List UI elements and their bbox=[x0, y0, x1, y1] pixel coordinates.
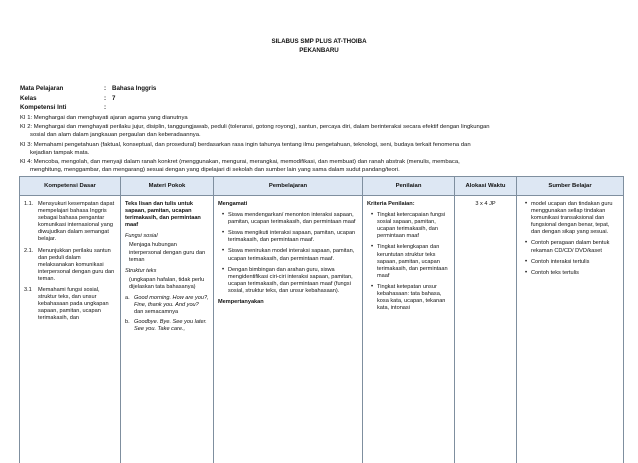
penilaian-bullet: • Tingkat kelengkapan dan keruntutan struktur teks sapaan, pamitan, ucapan terimakasih, dan permintaan maaf bbox=[367, 244, 450, 279]
ki-1 bbox=[20, 114, 625, 122]
header-penilaian: Penilaian bbox=[363, 177, 455, 196]
kd-item bbox=[24, 248, 116, 283]
ki-2 bbox=[20, 123, 625, 139]
bullet-icon: • bbox=[367, 244, 377, 279]
bullet-icon: • bbox=[521, 259, 531, 266]
document-title: SILABUS SMP PLUS AT-THOIBA bbox=[0, 38, 638, 46]
table-row bbox=[20, 196, 624, 463]
dialog-text: Goodbye. Bye. See you later. See you. Take care., bbox=[134, 319, 209, 333]
bullet-icon: • bbox=[521, 270, 531, 277]
sumber-bullet: • Contoh interaksi tertulis bbox=[521, 259, 619, 266]
kd-number: 2.1. bbox=[24, 248, 36, 283]
ki-4 bbox=[20, 158, 625, 174]
ki-line: KI 4: Mencoba, mengolah, dan menyaji dalam ranah konkret (menggunakan, mengurai, merangkai, memodifikasi, dan membuat) dan ranah abstrak (menulis, membaca, bbox=[20, 159, 460, 165]
meta-label: Kelas bbox=[20, 95, 104, 103]
bullet-icon: • bbox=[218, 212, 228, 226]
ki-line: KI 3: Memahami pengetahuan (faktual, konseptual, dan prosedural) berdasarkan rasa ingin tahunya tentang ilmu pengetahuan, teknologi, seni, budaya terkait fenomena dan bbox=[20, 142, 471, 148]
dialog-example bbox=[125, 319, 209, 333]
ki-line-cont: kejadian tampak mata. bbox=[20, 149, 625, 157]
cell-sumber-belajar bbox=[517, 196, 624, 463]
pembelajaran-bullet: • Dengan bimbingan dan arahan guru, siswa mengidentifikasi ciri-ciri interaksi sapaan, pamitan, ucapan terimakasih, dan permintaan maaf (fungsi sosial, struktur teks, dan unsur kebahasaan). bbox=[218, 267, 358, 295]
kd-text: Menunjukkan perilaku santun dan peduli dalam melaksanakan komunikasi interpersonal dengan guru dan teman. bbox=[36, 248, 116, 283]
document-subtitle: PEKANBARU bbox=[0, 47, 638, 55]
pembelajaran-heading: Mengamati bbox=[218, 201, 358, 208]
kd-number: 1.1. bbox=[24, 201, 36, 244]
sumber-bullet: • Contoh peragaan dalam bentuk rekaman CD/CD/ DVD/kaset bbox=[521, 240, 619, 254]
penilaian-bullet: • Tingkat ketepatan unsur kebahasaan: tata bahasa, kosa kata, ucapan, tekanan kata, intonasi bbox=[367, 284, 450, 312]
fungsi-sosial-label: Fungsi sosial bbox=[125, 233, 209, 240]
dialog-letter: a. bbox=[125, 295, 134, 316]
pembelajaran-subheading: Mempertanyakan bbox=[218, 299, 358, 306]
meta-class: Kelas : 7 bbox=[20, 95, 115, 103]
header-kompetensi-dasar: Kompetensi Dasar bbox=[20, 177, 121, 196]
bullet-icon: • bbox=[367, 212, 377, 240]
dialog-letter: b. bbox=[125, 319, 134, 333]
penilaian-bullet: • Tingkat ketercapaian fungsi sosial sapaan, pamitan, ucapan terimakasih, dan permintaan maaf bbox=[367, 212, 450, 240]
penilaian-heading: Kriteria Penilaian: bbox=[367, 201, 450, 208]
table-header-row bbox=[20, 177, 624, 196]
sumber-bullet: • Contoh teks tertulis bbox=[521, 270, 619, 277]
pembelajaran-bullet: • Siswa mengikuti interaksi sapaan, pamitan, ucapan terimakasih, dan permintaan maaf. bbox=[218, 230, 358, 244]
kd-number: 3.1 bbox=[24, 287, 36, 322]
meta-value: 7 bbox=[112, 95, 115, 102]
ki-line-cont: sosial dan alam dalam jangkauan pergaulan dan keberadaannya. bbox=[20, 131, 625, 139]
kd-text: Mensyukuri kesempatan dapat mempelajari bahasa Inggris sebagai bahasa pengantar komunikasi internasional yang diwujudkan dalam semangat belajar. bbox=[36, 201, 116, 244]
pembelajaran-bullet: • Siswa menirukan model interaksi sapaan, pamitan, ucapan terimakasih, dan permintaan maaf. bbox=[218, 248, 358, 262]
cell-pembelajaran bbox=[214, 196, 363, 463]
bullet-icon: • bbox=[367, 284, 377, 312]
pembelajaran-bullet: • Siswa mendengarkan/ menonton interaksi sapaan, pamitan, ucapan terimakasih, dan permintaan maaf bbox=[218, 212, 358, 226]
meta-label: Kompetensi Inti bbox=[20, 104, 104, 112]
bullet-icon: • bbox=[218, 248, 228, 262]
ki-line-cont: menghitung, menggambar, dan mengarang) sesuai dengan yang dipelajari di sekolah dan sumber lain yang sama dalam sudut pandang/teori. bbox=[20, 166, 625, 174]
dialog-example bbox=[125, 295, 209, 316]
kd-text: Memahami fungsi sosial, struktur teks, dan unsur kebahasaan pada ungkapan sapaan, pamitan, ucapan terimakasih, dan bbox=[36, 287, 116, 322]
meta-core-competence: Kompetensi Inti : bbox=[20, 104, 112, 112]
ki-3 bbox=[20, 141, 625, 157]
struktur-teks-text: (ungkapan hafalan, tidak perlu dijelaskan tata bahasanya) bbox=[125, 277, 209, 291]
bullet-icon: • bbox=[218, 230, 228, 244]
bullet-icon: • bbox=[218, 267, 228, 295]
dialog-text: Good morning. How are you?, Fine, thank you. And you? dan semacamnya bbox=[134, 295, 209, 316]
ki-line: KI 2: Menghargai dan menghayati perilaku jujur, disiplin, tanggungjawab, peduli (toleransi, gotong royong), santun, percaya diri, dalam berinteraksi secara efektif dengan lingkungan bbox=[20, 124, 490, 130]
header-sumber-belajar: Sumber Belajar bbox=[517, 177, 624, 196]
fungsi-sosial-text: Menjaga hubungan interpersonal dengan guru dan teman bbox=[125, 242, 209, 263]
header-materi-pokok: Materi Pokok bbox=[121, 177, 214, 196]
bullet-icon: • bbox=[521, 240, 531, 254]
cell-materi-pokok bbox=[121, 196, 214, 463]
materi-heading: Teks lisan dan tulis untuk sapaan, pamitan, ucapan terimakasih, dan permintaan maaf bbox=[125, 201, 209, 229]
cell-alokasi-waktu: 3 x 4 JP bbox=[455, 196, 517, 463]
header-pembelajaran: Pembelajaran bbox=[214, 177, 363, 196]
meta-value: Bahasa Inggris bbox=[112, 85, 156, 92]
cell-kompetensi-dasar bbox=[20, 196, 121, 463]
sumber-bullet: • model ucapan dan tindakan guru menggunakan sellap tindakan komunikasi transaksional dan fungsional dengan benar, tepat, dan dengan sikap yang sesuai. bbox=[521, 201, 619, 236]
header-alokasi-waktu: Alokasi Waktu bbox=[455, 177, 517, 196]
bullet-icon: • bbox=[521, 201, 531, 236]
meta-subject: Mata Pelajaran : Bahasa Inggris bbox=[20, 85, 156, 93]
syllabus-table bbox=[19, 176, 624, 463]
kd-item bbox=[24, 201, 116, 244]
ki-line: KI 1: Menghargai dan menghayati ajaran agama yang dianutnya bbox=[20, 115, 188, 121]
kd-item bbox=[24, 287, 116, 322]
meta-label: Mata Pelajaran bbox=[20, 85, 104, 93]
struktur-teks-label: Struktur teks bbox=[125, 268, 209, 275]
cell-penilaian bbox=[363, 196, 455, 463]
